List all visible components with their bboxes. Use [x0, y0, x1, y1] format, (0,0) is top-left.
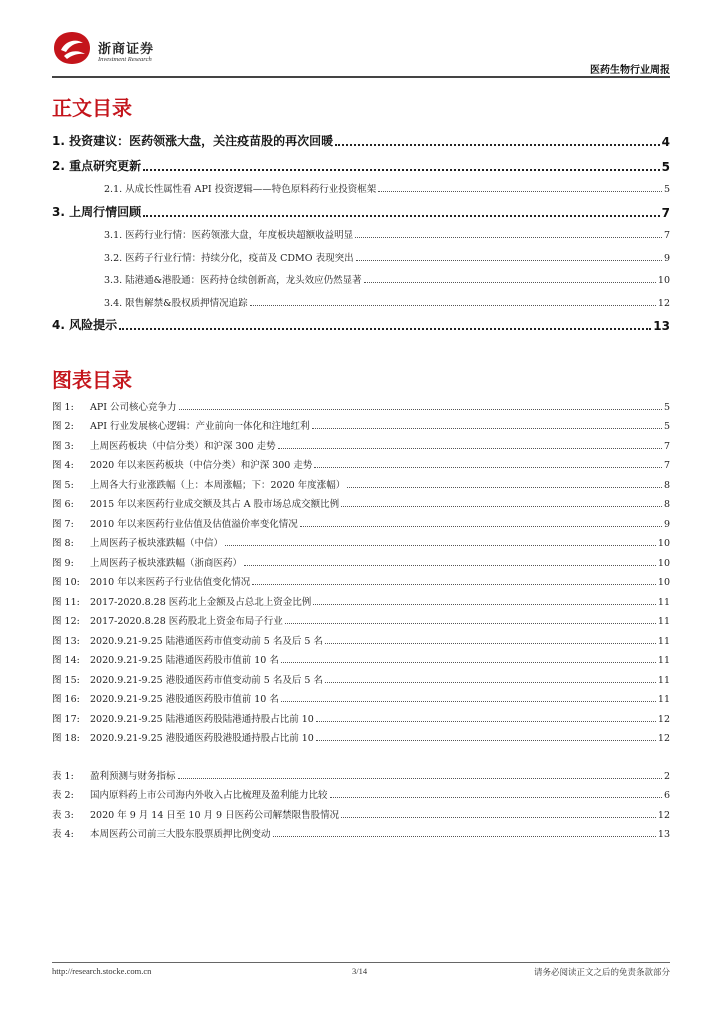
toc-entry[interactable]: 3.4. 限售解禁&股权质押情况追踪 12	[104, 298, 670, 309]
figure-entry[interactable]: 图 9: 上周医药子板块涨跌幅（浙商医药） 10	[52, 558, 670, 569]
figure-entry[interactable]: 图 5: 上周各大行业涨跌幅（上：本周涨幅；下：2020 年度涨幅） 8	[52, 480, 670, 491]
figure-entry[interactable]: 图 18: 2020.9.21-9.25 港股通医药股港股通持股占比前 10 12	[52, 733, 670, 744]
toc-entry[interactable]: 2. 重点研究更新 5	[52, 159, 670, 174]
logo-emblem-icon	[52, 30, 92, 66]
figure-entry[interactable]: 图 14: 2020.9.21-9.25 陆港通医药股市值前 10 名 11	[52, 655, 670, 666]
figure-entry[interactable]: 图 11: 2017-2020.8.28 医药北上金额及占总北上资金比例 11	[52, 597, 670, 608]
figure-entry[interactable]: 图 13: 2020.9.21-9.25 陆港通医药市值变动前 5 名及后 5 名 11	[52, 636, 670, 647]
figure-entry[interactable]: 图 8: 上周医药子板块涨跌幅（中信） 10	[52, 538, 670, 549]
table-entry[interactable]: 表 3: 2020 年 9 月 14 日至 10 月 9 日医药公司解禁限售股情况 12	[52, 810, 670, 821]
page-number: 3/14	[352, 966, 368, 976]
table-entry[interactable]: 表 2: 国内原料药上市公司海内外收入占比梳理及盈利能力比较 6	[52, 790, 670, 801]
toc-entry[interactable]: 3. 上周行情回顾 7	[52, 205, 670, 220]
toc-entry[interactable]: 1. 投资建议：医药领涨大盘，关注疫苗股的再次回暖 4	[52, 134, 670, 149]
report-type: 医药生物行业周报	[590, 65, 670, 76]
brand-name-en: Investment Research	[98, 56, 152, 63]
toc-title: 正文目录	[52, 96, 132, 120]
toc-entry[interactable]: 3.1. 医药行业行情：医药领涨大盘，年度板块超额收益明显 7	[104, 230, 670, 241]
toc-entry[interactable]: 2.1. 从成长性属性看 API 投资逻辑——特色原料药行业投资框架 5	[104, 184, 670, 195]
toc-entry[interactable]: 3.3. 陆港通&港股通：医药持仓续创新高，龙头效应仍然显著 10	[104, 275, 670, 286]
figure-entry[interactable]: 图 12: 2017-2020.8.28 医药股北上资金布局子行业 11	[52, 616, 670, 627]
figures-title: 图表目录	[52, 368, 132, 392]
footer-divider	[52, 962, 670, 963]
footer-url[interactable]: http://research.stocke.com.cn	[52, 966, 152, 976]
figure-entry[interactable]: 图 7: 2010 年以来医药行业估值及估值溢价率变化情况 9	[52, 519, 670, 530]
brand-name-cn: 浙商证券	[98, 42, 155, 57]
table-entry[interactable]: 表 1: 盈利预测与财务指标 2	[52, 771, 670, 782]
toc-entry[interactable]: 3.2. 医药子行业行情：持续分化，疫苗及 CDMO 表现突出 9	[104, 253, 670, 264]
figure-entry[interactable]: 图 10: 2010 年以来医药子行业估值变化情况 10	[52, 577, 670, 588]
figure-entry[interactable]: 图 15: 2020.9.21-9.25 港股通医药市值变动前 5 名及后 5 名 11	[52, 675, 670, 686]
figure-entry[interactable]: 图 2: API 行业发展核心逻辑：产业前向一体化和注地红利 5	[52, 421, 670, 432]
figure-entry[interactable]: 图 17: 2020.9.21-9.25 陆港通医药股陆港通持股占比前 10 12	[52, 714, 670, 725]
header-divider	[52, 76, 670, 78]
footer-disclaimer: 请务必阅读正文之后的免责条款部分	[533, 968, 670, 978]
table-entry[interactable]: 表 4: 本周医药公司前三大股东股票质押比例变动 13	[52, 829, 670, 840]
figure-entry[interactable]: 图 6: 2015 年以来医药行业成交额及其占 A 股市场总成交额比例 8	[52, 499, 670, 510]
figure-entry[interactable]: 图 4: 2020 年以来医药板块（中信分类）和沪深 300 走势 7	[52, 460, 670, 471]
toc-entry[interactable]: 4. 风险提示 13	[52, 318, 670, 333]
figure-entry[interactable]: 图 3: 上周医药板块（中信分类）和沪深 300 走势 7	[52, 441, 670, 452]
company-logo	[52, 30, 92, 66]
figure-entry[interactable]: 图 16: 2020.9.21-9.25 港股通医药股市值前 10 名 11	[52, 694, 670, 705]
figure-entry[interactable]: 图 1: API 公司核心竞争力 5	[52, 402, 670, 413]
